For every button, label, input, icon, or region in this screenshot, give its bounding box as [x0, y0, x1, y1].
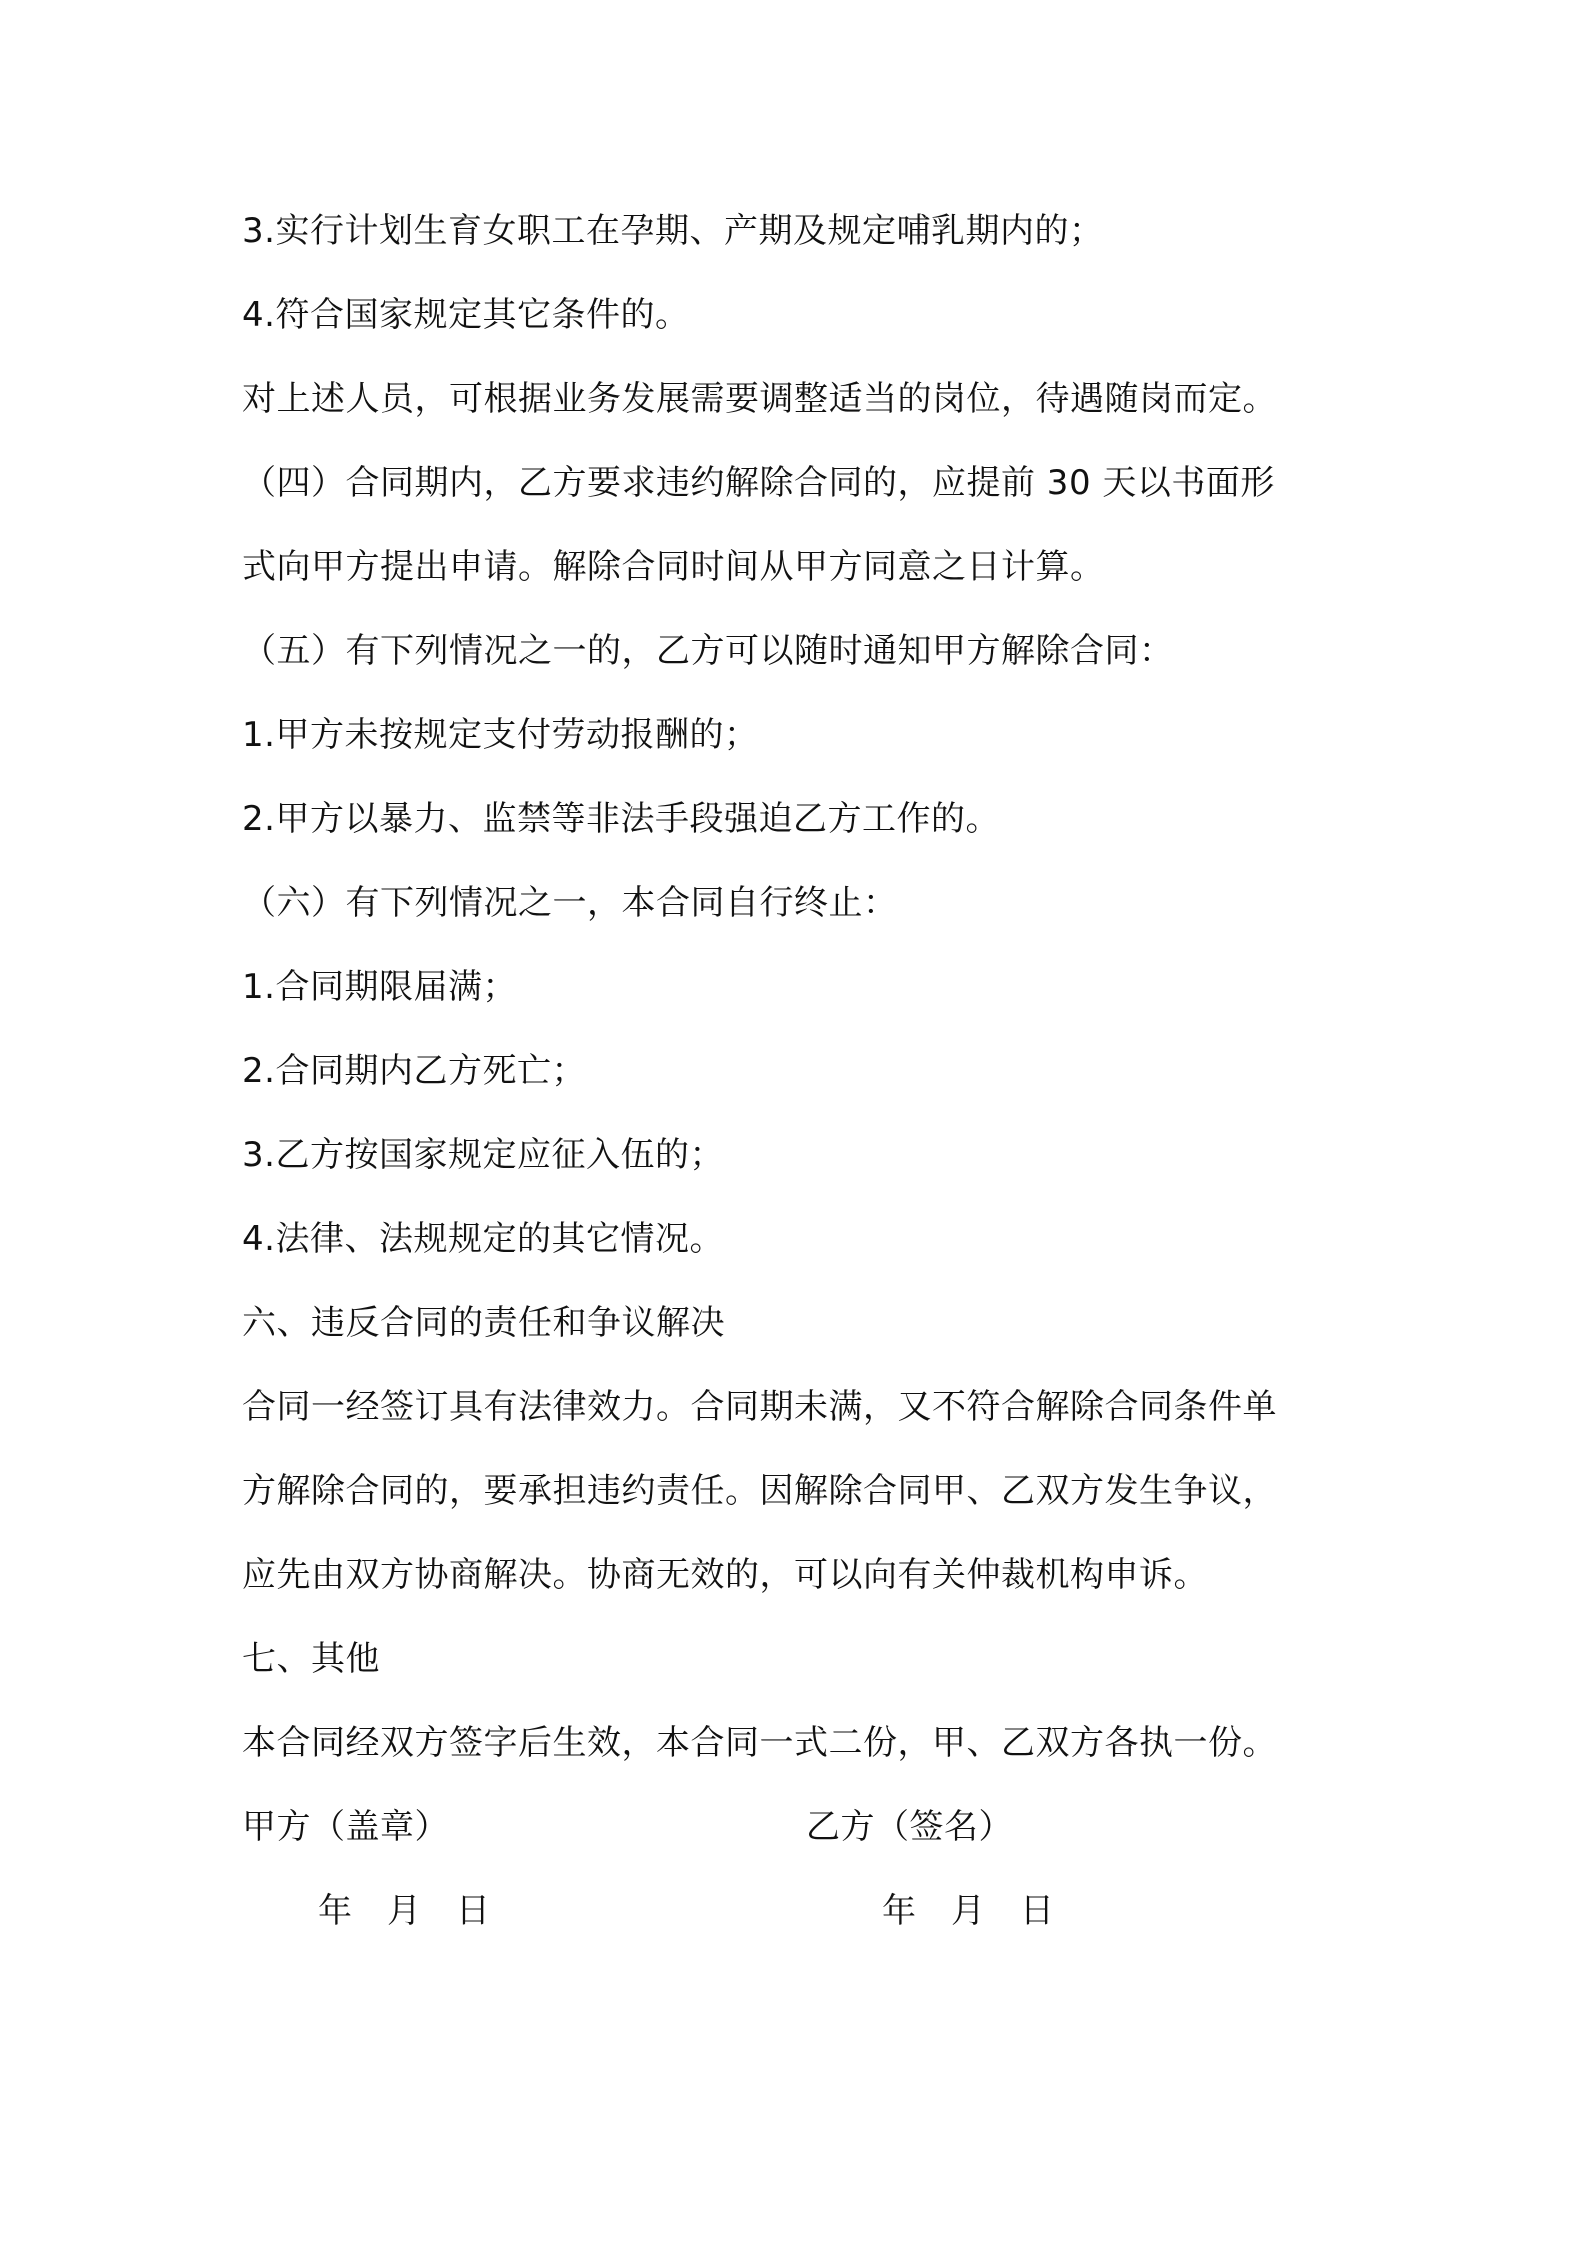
- clause-line-3: 对上述人员，可根据业务发展需要调整适当的岗位，待遇随岗而定。: [242, 379, 1277, 419]
- clause-line-5: 式向甲方提出申请。解除合同时间从甲方同意之日计算。: [242, 547, 1105, 587]
- clause-line-11: 2.合同期内乙方死亡；: [242, 1051, 586, 1091]
- clause-line-13: 4.法律、法规规定的其它情况。: [242, 1219, 724, 1259]
- clause-line-8: 2.甲方以暴力、监禁等非法手段强迫乙方工作的。: [242, 799, 1000, 839]
- clause-line-16: 方解除合同的，要承担违约责任。因解除合同甲、乙双方发生争议，: [242, 1471, 1277, 1511]
- clause-line-4: （四）合同期内，乙方要求违约解除合同的，应提前 30 天以书面形: [242, 463, 1275, 503]
- clause-line-19: 本合同经双方签字后生效，本合同一式二份，甲、乙双方各执一份。: [242, 1723, 1277, 1763]
- clause-line-10: 1.合同期限届满；: [242, 967, 517, 1007]
- clause-line-15: 合同一经签订具有法律效力。合同期未满，又不符合解除合同条件单: [242, 1387, 1277, 1427]
- section-heading-7: 七、其他: [242, 1639, 380, 1679]
- section-heading-6: 六、违反合同的责任和争议解决: [242, 1303, 725, 1343]
- party-b-date: 年 月 日: [882, 1891, 1055, 1931]
- clause-line-7: 1.甲方未按规定支付劳动报酬的；: [242, 715, 759, 755]
- clause-line-2: 4.符合国家规定其它条件的。: [242, 295, 690, 335]
- clause-line-12: 3.乙方按国家规定应征入伍的；: [242, 1135, 724, 1175]
- party-a-seal-label: 甲方（盖章）: [242, 1807, 449, 1847]
- clause-line-9: （六）有下列情况之一，本合同自行终止：: [242, 883, 898, 923]
- clause-line-1: 3.实行计划生育女职工在孕期、产期及规定哺乳期内的；: [242, 211, 1104, 251]
- party-b-sign-label: 乙方（签名）: [806, 1807, 1013, 1847]
- clause-line-6: （五）有下列情况之一的，乙方可以随时通知甲方解除合同：: [242, 631, 1174, 671]
- clause-line-17: 应先由双方协商解决。协商无效的，可以向有关仲裁机构申诉。: [242, 1555, 1208, 1595]
- party-a-date: 年 月 日: [318, 1891, 491, 1931]
